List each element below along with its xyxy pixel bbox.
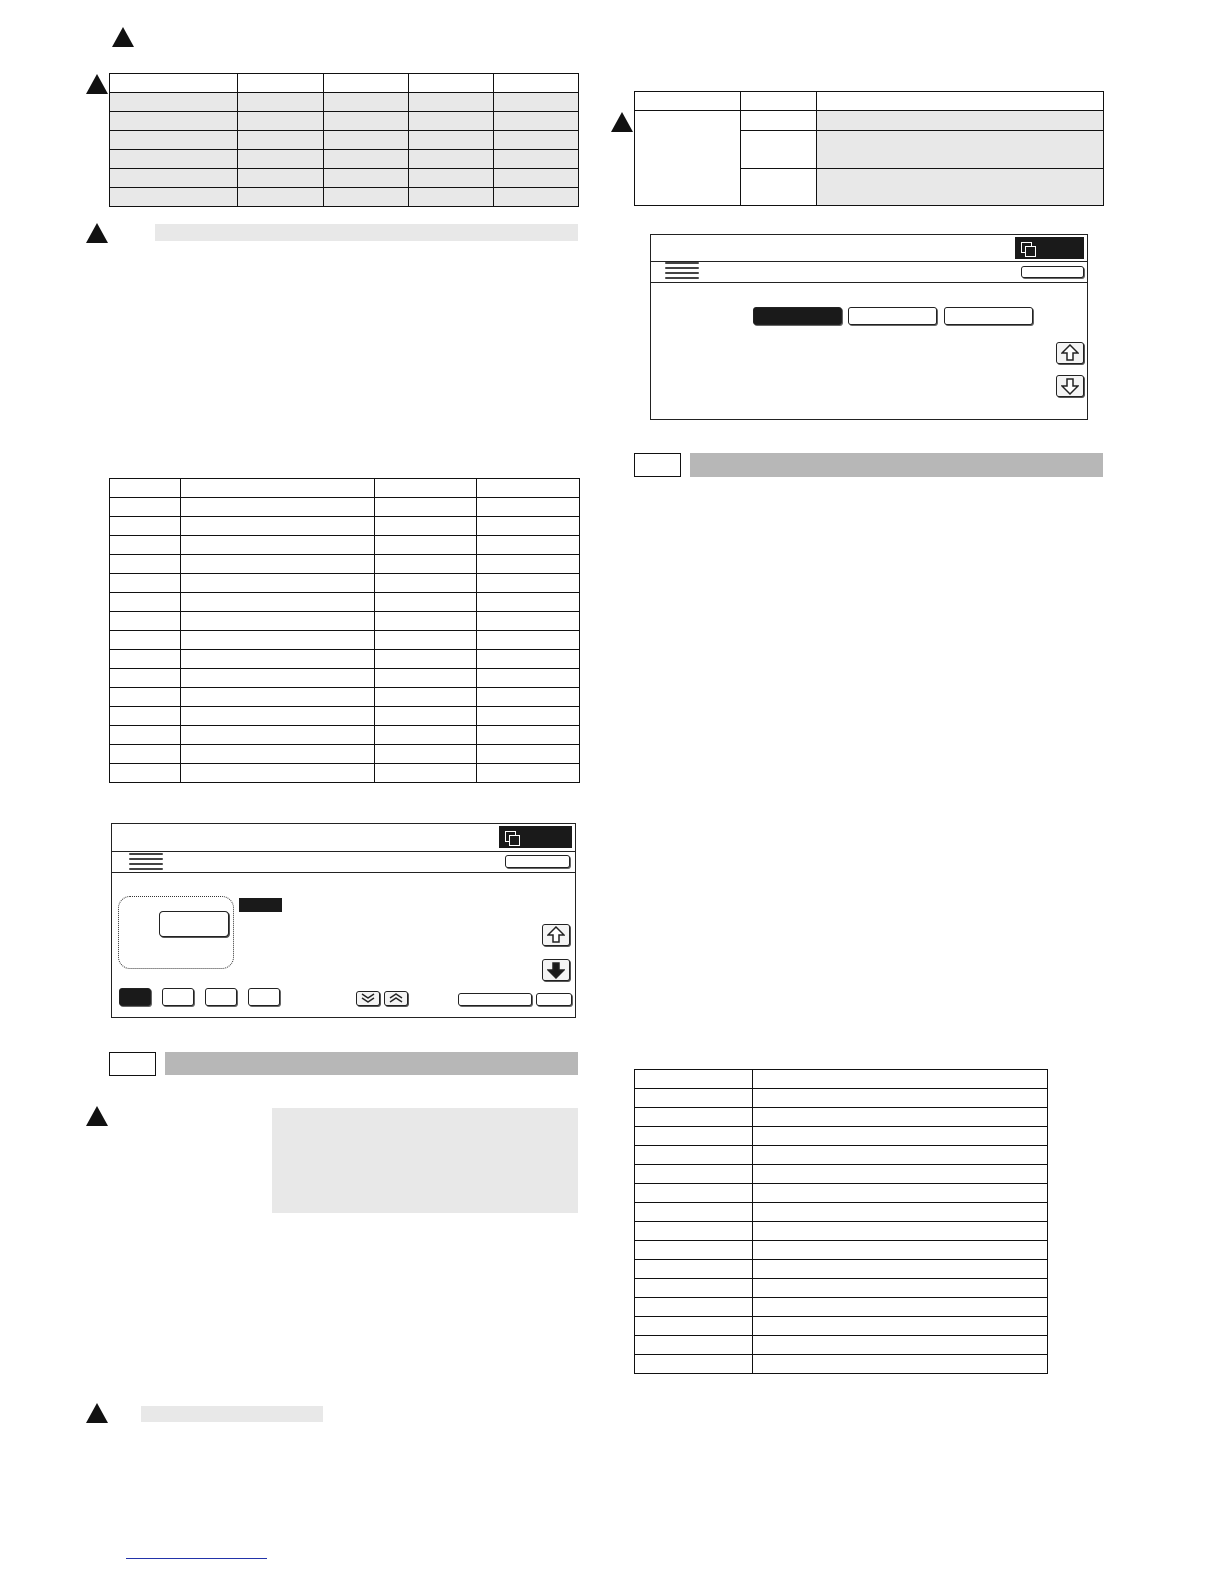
subheader-divider — [112, 872, 575, 873]
top-left-table — [109, 73, 579, 207]
shaded-note-box — [272, 1108, 578, 1213]
section-header-bar — [690, 453, 1103, 477]
tab-3[interactable] — [205, 988, 237, 1006]
option-tab-1[interactable] — [753, 307, 842, 325]
footer-link[interactable] — [126, 1558, 267, 1559]
up-arrow-icon — [1061, 344, 1079, 362]
highlight-bar — [155, 224, 578, 241]
copy-mode-badge[interactable] — [1015, 237, 1084, 259]
copy-icon — [505, 831, 516, 842]
header-divider — [651, 261, 1087, 262]
touch-panel-screen-left — [111, 823, 576, 1018]
top-right-table — [634, 91, 1104, 206]
revision-triangle-icon — [611, 112, 633, 132]
double-chevron-down-icon — [360, 992, 376, 1004]
value-field[interactable] — [159, 911, 229, 937]
revision-triangle-icon — [86, 1106, 108, 1126]
long-left-table — [109, 478, 580, 783]
header-button[interactable] — [1021, 266, 1084, 278]
tab-1[interactable] — [119, 988, 151, 1006]
option-tab-3[interactable] — [944, 307, 1033, 325]
tab-2[interactable] — [162, 988, 194, 1006]
double-chevron-up-icon — [388, 992, 404, 1004]
down-arrow-button[interactable] — [542, 959, 570, 981]
header-button[interactable] — [505, 855, 570, 868]
revision-triangle-icon — [86, 74, 108, 94]
section-header-bar — [165, 1052, 578, 1075]
selected-tag — [239, 898, 282, 912]
revision-triangle-icon — [86, 1403, 108, 1423]
revision-triangle-icon — [112, 27, 134, 47]
subheader-divider — [651, 282, 1087, 283]
up-arrow-button[interactable] — [542, 924, 570, 946]
down-arrow-icon — [547, 961, 565, 979]
revision-triangle-icon — [86, 223, 108, 243]
list-icon — [665, 262, 699, 284]
scroll-up-button[interactable] — [384, 991, 408, 1006]
section-label-box — [109, 1052, 156, 1076]
copy-mode-badge[interactable] — [499, 826, 572, 848]
header-divider — [112, 851, 575, 852]
up-arrow-icon — [547, 926, 565, 944]
scroll-down-button[interactable] — [356, 991, 380, 1006]
bottom-highlight-bar — [141, 1406, 323, 1422]
down-arrow-button[interactable] — [1056, 375, 1084, 397]
section-label-box — [634, 453, 681, 477]
tab-4[interactable] — [248, 988, 280, 1006]
footer-button[interactable] — [536, 993, 572, 1006]
footer-button-wide[interactable] — [458, 993, 532, 1006]
touch-panel-screen-right — [650, 234, 1088, 420]
up-arrow-button[interactable] — [1056, 342, 1084, 364]
down-arrow-icon — [1061, 377, 1079, 395]
copy-icon — [1021, 242, 1032, 253]
option-tab-2[interactable] — [848, 307, 937, 325]
bottom-right-table — [634, 1069, 1048, 1374]
